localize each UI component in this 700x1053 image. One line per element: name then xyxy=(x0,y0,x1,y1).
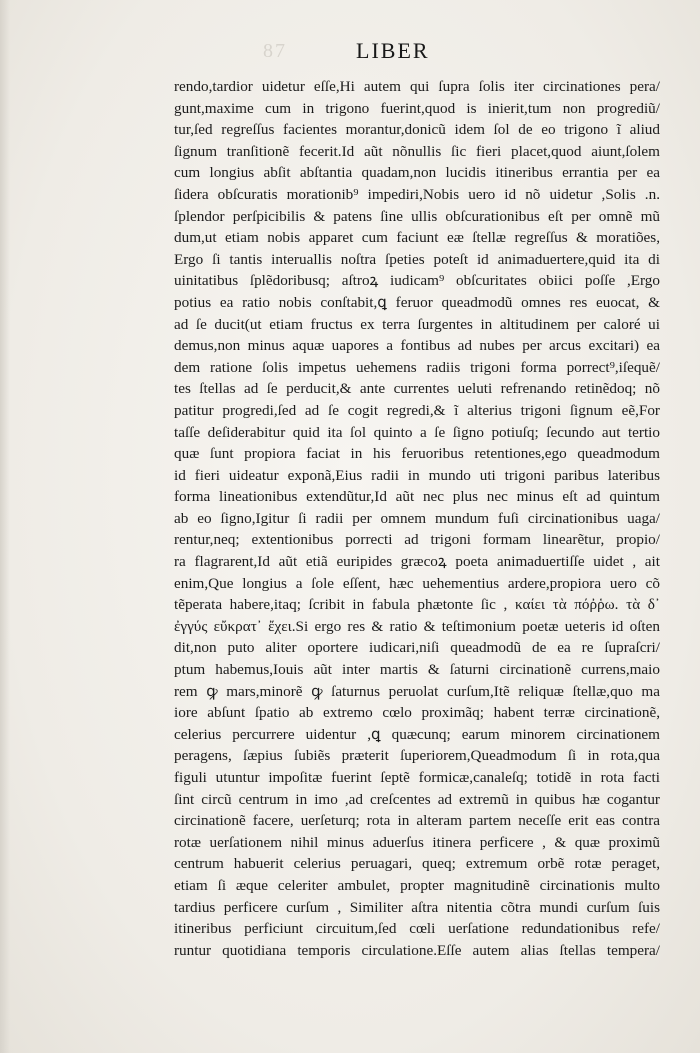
text-line: circinationẽ facere, uerſeturq; rota in alteram partem neceſſe erit eas contra xyxy=(174,812,660,830)
text-line: id fieri uideatur exponã,Eius radii in mundo uti trigoni paribus lateribus xyxy=(174,466,660,484)
text-line: celerius percurrere uidentur ,ꝗ quæcunq; earum minorem circinationem xyxy=(174,725,660,743)
text-line: tes ſtellas ad ſe perducit,& ante currentes ueluti refrenando retinẽdoq; nõ xyxy=(174,380,660,398)
text-line: itineribus perficiunt circuitum,ſed cœli uerſatione redundationibus refe/ xyxy=(174,920,660,938)
text-line: dit,non puto aliter oportere iudicari,niſi queadmodũ de ea re ſupraſcri/ xyxy=(174,639,660,657)
text-line: rendo,tardior uidetur eſſe,Hi autem qui ſupra ſolis iter circinationes pera/ xyxy=(174,78,660,95)
text-line: rem ꝙ mars,minorẽ ꝙ ſaturnus peruolat curſum,Itẽ reliquæ ſtellæ,quo ma xyxy=(174,682,660,700)
bleed-through-folio: 87 xyxy=(263,40,287,62)
text-line: ſignum tranſitionẽ fecerit.Id aũt nõnullis ſic fieri placet,quod aiunt,ſolem xyxy=(174,142,660,160)
page-gutter-shadow xyxy=(0,0,10,1053)
text-line: cum longius abſit abſtantia quadam,non lucidis itineribus errantia per ea xyxy=(174,164,660,182)
text-line: ſidera obſcuratis morationib⁹ impediri,Nobis uero id nõ uidetur ,Solis .n. xyxy=(174,185,660,203)
text-line: runtur quotidiana temporis circulatione.Eſſe autem alias ſtellas tempera/ xyxy=(174,941,660,959)
text-line: demus,non minus aquæ uapores a fontibus ad nubes per arcus excitari) ea xyxy=(174,337,660,355)
text-line: Ergo ſi tantis interuallis noſtra ſpeties poteſt id animaduertere,quid ita di xyxy=(174,250,660,268)
text-line: ra flagrarent,Id aũt etiã euripides græcoꝝ poeta animaduertiſſe uidet , ait xyxy=(174,553,660,571)
running-header: LIBER xyxy=(356,38,430,63)
text-line: rentur,neq; extentionibus porrecti ad trigoni formam linearẽtur, propio/ xyxy=(174,531,660,549)
text-line: etiam ſi æque celeriter ambulet, propter magnitudinẽ circinationis multo xyxy=(174,876,660,894)
text-line: ptum habemus,Iouis aũt inter martis & ſaturni circinationẽ currens,maio xyxy=(174,661,660,679)
text-line: dum,ut etiam nobis apparet cum faciunt eæ ſtellæ regreſſus & moratiões, xyxy=(174,229,660,247)
text-line: tẽperata habere,itaq; ſcribit in fabula phætonte ſic , καίει τὰ πόῤῥω. τὰ δ᾽ xyxy=(174,596,660,614)
text-line: iore abſunt ſpatio ab extremo cœlo proximãq; habent terræ circinationẽ, xyxy=(174,704,660,722)
text-line: peragens, ſæpius ſubiẽs præterit ſuperiorem,Queadmodum ſi in rota,qua xyxy=(174,747,660,765)
text-line: uinitatibus ſplẽdoribusq; aſtroꝝ iudicam⁹ obſcuritates obiici poſſe ,Ergo xyxy=(174,272,660,290)
text-line: potius ea ratio nobis conſtabit,ꝗ feruor queadmodũ omnes res euocat, & xyxy=(174,293,660,311)
text-line: centrum habuerit celerius peruagari, queq; extremum orbẽ rotæ peraget, xyxy=(174,855,660,873)
text-line: ſplendor perſpicibilis & patens ſine ullis obſcurationibus eſt per omnẽ mũ xyxy=(174,207,660,225)
text-line: patitur progredi,ſed ad ſe cogit regredi,& ĩ alterius trigoni ſignum eẽ,For xyxy=(174,401,660,419)
text-line: figuli utuntur impoſitæ fuerint ſeptẽ formicæ,canaleſq; totidẽ in rota facti xyxy=(174,769,660,786)
text-line: rotæ uerſationem nihil minus aduerſus itinera perficere , & quæ proximũ xyxy=(174,833,660,851)
text-line: taſſe deſiderabitur quid ita ſol quinto a ſe ſigno potiuſq; ſecundo aut tertio xyxy=(174,423,660,441)
text-line: enim,Que longius a ſole eſſent, hæc uehementius ardere,propiora uero cõ xyxy=(174,574,660,592)
text-line: ad ſe ducit(ut etiam fructus ex terra ſurgentes in altitudinem per caloré ui xyxy=(174,315,660,333)
text-line: forma lineationibus extendũtur,Id aũt nec plus nec minus eſt ad quintum xyxy=(174,488,660,506)
text-line: ſint circũ centrum in imo ,ad creſcentes ad extremũ in quibus hæ cogantur xyxy=(174,790,660,808)
text-line: quæ ſunt propiora faciat in his feruoribus retentiones,ego queadmodum xyxy=(174,445,660,463)
text-line: ab eo ſigno,Igitur ſi radii per omnem mundum fuſi circinationibus uaga/ xyxy=(174,509,660,527)
text-block xyxy=(174,76,660,961)
text-line: tardius perficere curſum , Similiter aſtra nitentia cõtra mundi curſum ſuis xyxy=(174,898,660,916)
text-line: gunt,maxime cum in trigono fuerint,quod is inierit,tum non progrediũ/ xyxy=(174,99,660,117)
text-line: dem ratione ſolis impetus uehemens radiis trigoni forma porrect⁹,iſequẽ/ xyxy=(174,358,660,376)
text-line: tur,ſed regreſſus facientes morantur,donicũ idem ſol de eo trigono ĩ aliud xyxy=(174,121,660,139)
text-line: ἐγγύς εὔκρατ᾽ ἔχει.Si ergo res & ratio & teſtimonium poetæ ueteris id oſten xyxy=(174,617,660,635)
